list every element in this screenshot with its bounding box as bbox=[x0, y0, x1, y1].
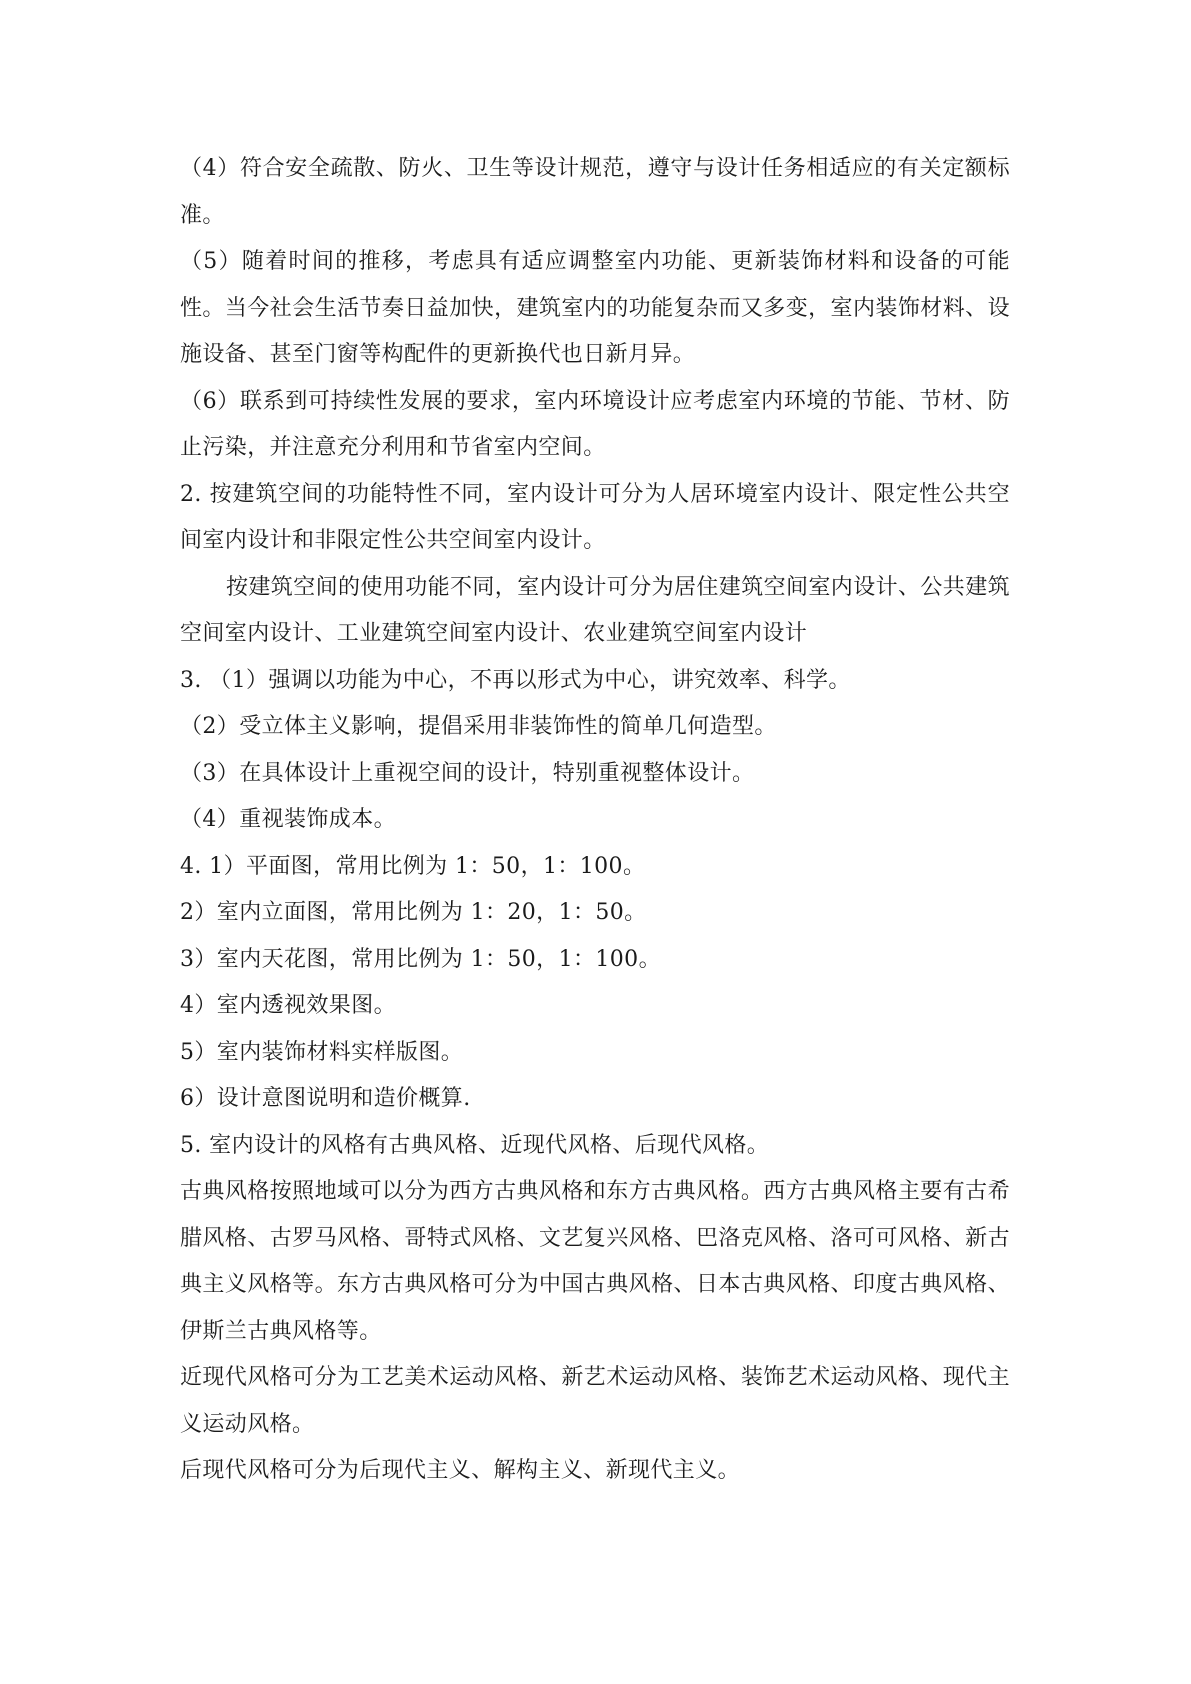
answer-2-functional-classification: 2. 按建筑空间的功能特性不同，室内设计可分为人居环境室内设计、限定性公共空间室内设计和非限定性公共空间室内设计。 bbox=[180, 481, 1010, 553]
answer-4-item-5: 5）室内装饰材料实样版图。 bbox=[180, 1039, 464, 1065]
paragraph-6-sustainability: （6）联系到可持续性发展的要求，室内环境设计应考虑室内环境的节能、节材、防止污染，并注意充分利用和节省室内空间。 bbox=[180, 388, 1010, 460]
answer-3-item-1: 3. （1）强调以功能为中心，不再以形式为中心，讲究效率、科学。 bbox=[180, 667, 851, 693]
answer-4-item-3: 3）室内天花图，常用比例为 1：50，1：100。 bbox=[180, 946, 661, 972]
answer-3-item-4: （4）重视装饰成本。 bbox=[180, 807, 396, 832]
paragraph-5-adaptability: （5）随着时间的推移，考虑具有适应调整室内功能、更新装饰材料和设备的可能性。当今社会生活节奏日益加快，建筑室内的功能复杂而又多变，室内装饰材料、设施设备、甚至门窗等构配件的更新换代也日新月异。 bbox=[180, 249, 1010, 367]
document-body bbox=[180, 146, 1010, 1495]
answer-5-styles-overview: 5. 室内设计的风格有古典风格、近现代风格、后现代风格。 bbox=[180, 1132, 770, 1158]
answer-4-item-6: 6）设计意图说明和造价概算. bbox=[180, 1086, 471, 1111]
answer-2-usage-classification: 按建筑空间的使用功能不同，室内设计可分为居住建筑空间室内设计、公共建筑空间室内设计、工业建筑空间室内设计、农业建筑空间室内设计 bbox=[180, 574, 1011, 646]
answer-4-item-2: 2）室内立面图，常用比例为 1：20，1：50。 bbox=[180, 900, 647, 925]
paragraph-4-safety-codes: （4）符合安全疏散、防火、卫生等设计规范，遵守与设计任务相适应的有关定额标准。 bbox=[180, 156, 1010, 228]
answer-3-item-3: （3）在具体设计上重视空间的设计，特别重视整体设计。 bbox=[180, 760, 755, 786]
answer-5-modern-styles: 近现代风格可分为工艺美术运动风格、新艺术运动风格、装饰艺术运动风格、现代主义运动风格。 bbox=[180, 1365, 1010, 1437]
answer-4-item-4: 4）室内透视效果图。 bbox=[180, 993, 396, 1018]
answer-5-classical-styles: 古典风格按照地域可以分为西方古典风格和东方古典风格。西方古典风格主要有古希腊风格、古罗马风格、哥特式风格、文艺复兴风格、巴洛克风格、洛可可风格、新古典主义风格等。东方古典风格可分为中国古典风格、日本古典风格、印度古典风格、伊斯兰古典风格等。 bbox=[180, 1179, 1010, 1344]
answer-4-item-1: 4. 1）平面图，常用比例为 1：50，1：100。 bbox=[180, 853, 646, 879]
answer-3-item-2: （2）受立体主义影响，提倡采用非装饰性的简单几何造型。 bbox=[180, 714, 777, 739]
answer-5-postmodern-styles: 后现代风格可分为后现代主义、解构主义、新现代主义。 bbox=[180, 1458, 741, 1483]
